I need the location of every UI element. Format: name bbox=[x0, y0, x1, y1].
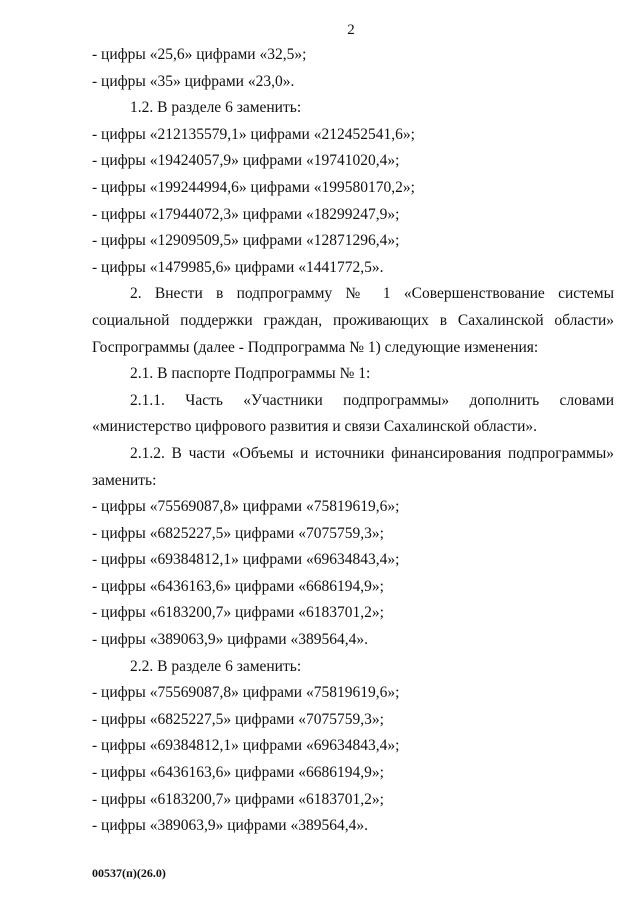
list-item: - цифры «69384812,1» цифрами «69634843,4»; bbox=[92, 551, 400, 569]
list-item: - цифры «1479985,6» цифрами «1441772,5». bbox=[92, 258, 384, 276]
list-item: - цифры «199244994,6» цифрами «199580170,2»; bbox=[92, 178, 415, 196]
list-item: - цифры «389063,9» цифрами «389564,4». bbox=[92, 631, 368, 649]
list-item: - цифры «19424057,9» цифрами «19741020,4»; bbox=[92, 152, 400, 170]
list-item: - цифры «6825227,5» цифрами «7075759,3»; bbox=[92, 524, 384, 542]
list-item: - цифры «389063,9» цифрами «389564,4». bbox=[92, 817, 368, 835]
paragraph-line: 2.1.2. В части «Объемы и источники финансирования подпрограммы» bbox=[130, 444, 614, 462]
paragraph-line: 2.1.1. Часть «Участники подпрограммы» дополнить словами bbox=[130, 391, 614, 409]
list-item: - цифры «6183200,7» цифрами «6183701,2»; bbox=[92, 604, 384, 622]
document-code: 00537(п)(26.0) bbox=[92, 866, 166, 880]
list-item: - цифры «35» цифрами «23,0». bbox=[92, 72, 295, 90]
page-number: 2 bbox=[347, 22, 355, 38]
section-heading: 2.1. В паспорте Подпрограммы № 1: bbox=[130, 365, 371, 383]
list-item: - цифры «75569087,8» цифрами «75819619,6»; bbox=[92, 498, 400, 516]
section-heading: 1.2. В разделе 6 заменить: bbox=[130, 99, 302, 117]
section-heading: 2.2. В разделе 6 заменить: bbox=[130, 657, 302, 675]
paragraph-line: 2. Внести в подпрограмму № 1 «Совершенствование системы bbox=[130, 285, 614, 303]
list-item: - цифры «6436163,6» цифрами «6686194,9»; bbox=[92, 577, 384, 595]
list-item: - цифры «6825227,5» цифрами «7075759,3»; bbox=[92, 710, 384, 728]
list-item: - цифры «12909509,5» цифрами «12871296,4»; bbox=[92, 232, 400, 250]
paragraph-line: социальной поддержки граждан, проживающих в Сахалинской области» bbox=[92, 311, 614, 329]
paragraph-line: Госпрограммы (далее - Подпрограмма № 1) следующие изменения: bbox=[92, 338, 539, 356]
list-item: - цифры «25,6» цифрами «32,5»; bbox=[92, 46, 307, 63]
list-item: - цифры «212135579,1» цифрами «212452541,6»; bbox=[92, 125, 415, 143]
list-item: - цифры «69384812,1» цифрами «69634843,4»; bbox=[92, 737, 400, 755]
list-item: - цифры «6436163,6» цифрами «6686194,9»; bbox=[92, 764, 384, 782]
paragraph-line: «министерство цифрового развития и связи Сахалинской области». bbox=[92, 418, 538, 436]
document-body bbox=[92, 42, 614, 840]
paragraph-line: заменить: bbox=[92, 471, 157, 489]
list-item: - цифры «6183200,7» цифрами «6183701,2»; bbox=[92, 790, 384, 808]
list-item: - цифры «75569087,8» цифрами «75819619,6»; bbox=[92, 684, 400, 702]
list-item: - цифры «17944072,3» цифрами «18299247,9»; bbox=[92, 205, 400, 223]
